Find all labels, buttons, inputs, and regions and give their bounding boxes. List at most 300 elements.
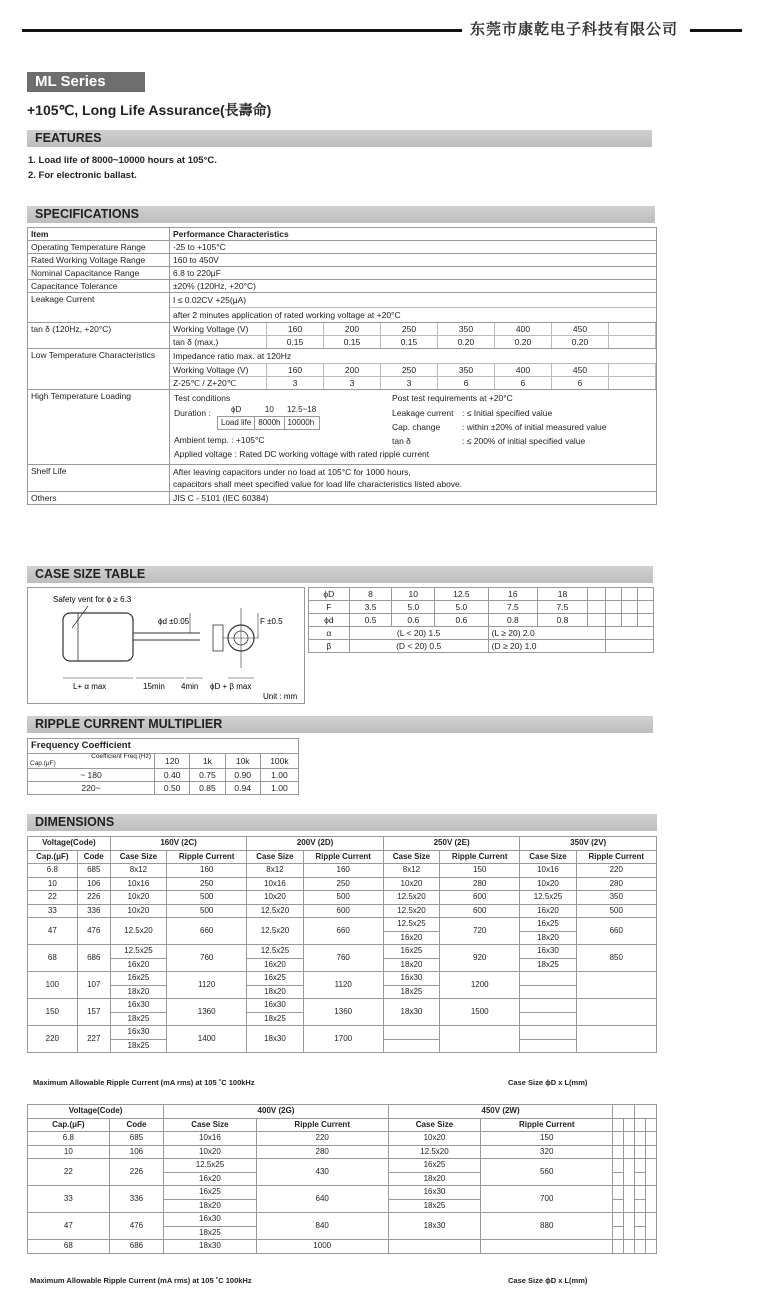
ripple-corner-top: Coefficient Freq.(Hz) <box>91 753 151 760</box>
hightemp-applied: Applied voltage : Rated DC working voltage with rated ripple current <box>174 449 430 459</box>
dims-case-size: 10x16 <box>520 864 576 878</box>
dims-cap: 6.8 <box>28 1132 110 1146</box>
dims-code: 106 <box>109 1145 164 1159</box>
dims-ripple-head: Ripple Current <box>303 850 383 864</box>
dims-ripple-current <box>576 999 656 1026</box>
dims-case-size <box>520 1012 576 1026</box>
table-row <box>28 1159 657 1173</box>
dims-case-size: 10x16 <box>164 1132 256 1146</box>
dims-case-size: 8x12 <box>383 864 439 878</box>
dims-code: 157 <box>77 999 110 1026</box>
dims-case-size <box>635 1240 646 1254</box>
ripple-value: 1.00 <box>260 769 298 782</box>
dims-case-size: 16x30 <box>110 1026 166 1040</box>
dims-ripple-current: 1200 <box>440 972 520 999</box>
lowtemp-voltage: 200 <box>324 364 381 377</box>
dims-ripple-current: 600 <box>303 904 383 918</box>
header-rule-right <box>690 29 742 32</box>
dims-case-size <box>635 1172 646 1186</box>
dims-case-size <box>613 1199 624 1213</box>
dims-ripple-current: 660 <box>167 918 247 945</box>
dims-ripple-current: 600 <box>440 904 520 918</box>
dims-case-size: 12.5x25 <box>110 945 166 959</box>
dims-code: 686 <box>109 1240 164 1254</box>
ripple-value: 0.94 <box>225 782 260 795</box>
dims-ripple-current: 500 <box>303 891 383 905</box>
spec-item: Rated Working Voltage Range <box>28 254 170 267</box>
case-cell: (L < 20) 1.5 <box>349 627 488 640</box>
table-row <box>28 904 657 918</box>
dims-ripple-current: 880 <box>481 1213 613 1240</box>
spec-value: ±20% (120Hz, +20°C) <box>170 280 657 293</box>
dims-cap: 33 <box>28 1186 110 1213</box>
dims-case-head: Case Size <box>247 850 303 864</box>
spec-item: Others <box>28 492 170 505</box>
tand-voltage: 450 <box>552 323 609 336</box>
case-cell: (D < 20) 0.5 <box>349 640 488 653</box>
dims-cap: 22 <box>28 1159 110 1186</box>
dims-ripple-current <box>646 1186 657 1213</box>
dims-case-size: 18x25 <box>520 958 576 972</box>
dims-case-size: 16x20 <box>383 931 439 945</box>
dims-ripple-current: 760 <box>303 945 383 972</box>
leakage-formula: I ≤ 0.02CV +25(μA) <box>170 293 656 308</box>
case-cell: 18 <box>538 588 588 601</box>
lowtemp-value: 6 <box>438 377 495 390</box>
case-cell: 0.6 <box>392 614 435 627</box>
case-cell: 0.8 <box>488 614 538 627</box>
dims-cap-head: Cap.(μF) <box>28 850 78 864</box>
dims-case-size: 10x20 <box>520 877 576 891</box>
dims-cap: 68 <box>28 945 78 972</box>
dims-case-size <box>520 972 576 986</box>
case-cell: 0.6 <box>435 614 488 627</box>
feature-item: 2. For electronic ballast. <box>28 170 137 181</box>
hightemp-ambient: Ambient temp. : +105°C <box>174 435 265 445</box>
post-value: : ≤ Initial specified value <box>462 408 553 418</box>
dims-code-head: Code <box>109 1118 164 1132</box>
dims-case-size: 16x20 <box>520 904 576 918</box>
post-value: : within ±20% of initial measured value <box>462 422 607 432</box>
label-length: L+ α max <box>73 682 107 691</box>
lowtemp-label-ratio: Z-25℃ / Z+20℃ <box>170 377 267 390</box>
lowtemp-voltage: 350 <box>438 364 495 377</box>
dims-code: 336 <box>77 904 110 918</box>
dims-ripple-current: 500 <box>167 891 247 905</box>
dims-case-size: 16x25 <box>520 918 576 932</box>
dims-note-right: Case Size ϕD x L(mm) <box>508 1078 588 1087</box>
dims-case-size: 18x25 <box>383 985 439 999</box>
features-heading: FEATURES <box>27 130 652 147</box>
dims-voltage: 450V (2W) <box>388 1105 613 1119</box>
dims-case-size: 12.5x20 <box>247 904 303 918</box>
dims-case-size: 12.5x25 <box>383 918 439 932</box>
dims-case-size: 16x25 <box>388 1159 480 1173</box>
dims-note-right: Case Size ϕD x L(mm) <box>508 1276 588 1285</box>
dims-ripple-current: 1500 <box>440 999 520 1026</box>
dims-case-size: 16x20 <box>110 958 166 972</box>
feature-item: 1. Load life of 8000~10000 hours at 105°C. <box>28 155 217 166</box>
dims-case-size: 12.5x20 <box>247 918 303 945</box>
lowtemp-value: 3 <box>267 377 324 390</box>
dims-case-size: 10x20 <box>164 1145 256 1159</box>
lowtemp-label-voltage: Working Voltage (V) <box>170 364 267 377</box>
dims-ripple-current <box>624 1132 635 1146</box>
dims-case-size: 10x20 <box>110 891 166 905</box>
dims-case-size: 18x20 <box>388 1172 480 1186</box>
table-row <box>28 1145 657 1159</box>
duration-cell: 10000h <box>284 417 319 430</box>
header-rule-left <box>22 29 462 32</box>
dims-code: 476 <box>109 1213 164 1240</box>
tand-voltage: 250 <box>381 323 438 336</box>
label-lead-dia: ϕd ±0.05 <box>158 617 190 626</box>
duration-table <box>217 404 320 430</box>
tand-value: 0.15 <box>381 336 438 349</box>
ripple-value: 0.90 <box>225 769 260 782</box>
dims-case-size <box>613 1213 624 1227</box>
label-vent: Safety vent for ϕ ≥ 6.3 <box>53 595 132 604</box>
dims-ripple-current: 150 <box>481 1132 613 1146</box>
dims-cap-head: Cap.(μF) <box>28 1118 110 1132</box>
dims-case-size: 18x20 <box>110 985 166 999</box>
tand-voltage: 350 <box>438 323 495 336</box>
spec-item: High Temperature Loading <box>28 390 170 465</box>
lowtemp-table <box>170 364 656 389</box>
spec-item: tan δ (120Hz, +20°C) <box>28 323 170 349</box>
dims-voltage: 160V (2C) <box>110 837 247 851</box>
lowtemp-value: 3 <box>324 377 381 390</box>
case-cell: 3.5 <box>349 601 392 614</box>
dims-case-size: 10x20 <box>247 891 303 905</box>
dims-case-size <box>613 1186 624 1200</box>
dims-case-size: 18x20 <box>247 985 303 999</box>
dims-case-size <box>520 1026 576 1040</box>
dims-cap: 100 <box>28 972 78 999</box>
dims-case-head: Case Size <box>110 850 166 864</box>
dims-code: 685 <box>77 864 110 878</box>
duration-head: 12.5~18 <box>284 404 319 417</box>
company-name: 东莞市康乾电子科技有限公司 <box>470 21 679 38</box>
dims-case-size: 10x16 <box>247 877 303 891</box>
tand-label-value: tan δ (max.) <box>170 336 267 349</box>
dims-case-size: 18x30 <box>164 1240 256 1254</box>
spec-value: 160 to 450V <box>170 254 657 267</box>
dims-case-size: 18x25 <box>110 1012 166 1026</box>
leakage-condition: after 2 minutes application of rated working voltage at +20°C <box>173 310 401 320</box>
spec-item: Shelf Life <box>28 465 170 492</box>
dims-case-size: 18x20 <box>520 931 576 945</box>
case-cell: 0.8 <box>538 614 588 627</box>
table-row <box>28 891 657 905</box>
dims-case-size: 12.5x20 <box>388 1145 480 1159</box>
dims-voltage: 200V (2D) <box>247 837 384 851</box>
table-row <box>28 877 657 891</box>
case-cell: 0.5 <box>349 614 392 627</box>
dims-case-size <box>388 1240 480 1254</box>
dims-case-size: 16x30 <box>247 999 303 1013</box>
label-unit: Unit : mm <box>263 692 298 701</box>
dims-case-size: 16x30 <box>110 999 166 1013</box>
dims-ripple-current: 1120 <box>167 972 247 999</box>
dims-case-size: 10x20 <box>388 1132 480 1146</box>
dims-ripple-head: Ripple Current <box>256 1118 388 1132</box>
dims-case-size: 16x25 <box>383 945 439 959</box>
case-cell: 8 <box>349 588 392 601</box>
dims-case-size <box>520 1039 576 1053</box>
tand-value: 0.15 <box>324 336 381 349</box>
dims-ripple-current <box>624 1240 635 1254</box>
dims-case-size <box>635 1199 646 1213</box>
ripple-freq: 100k <box>260 754 298 769</box>
tand-voltage: 400 <box>495 323 552 336</box>
dims-ripple-current: 1000 <box>256 1240 388 1254</box>
dims-code: 107 <box>77 972 110 999</box>
dims-case-size: 16x25 <box>110 972 166 986</box>
dims-ripple-current: 280 <box>576 877 656 891</box>
dims-voltage: 350V (2V) <box>520 837 657 851</box>
case-cell: 7.5 <box>538 601 588 614</box>
dims-code: 227 <box>77 1026 110 1053</box>
case-cell: F <box>309 601 350 614</box>
dims-ripple-current: 350 <box>576 891 656 905</box>
dims-case-size: 16x30 <box>520 945 576 959</box>
dims-ripple-current: 430 <box>256 1159 388 1186</box>
dims-cap: 47 <box>28 918 78 945</box>
case-cell: (L ≥ 20) 2.0 <box>488 627 606 640</box>
spec-item: Low Temperature Characteristics <box>28 349 170 390</box>
dimensions-table-1 <box>27 836 657 1053</box>
dims-case-size: 8x12 <box>247 864 303 878</box>
case-cell: ϕd <box>309 614 350 627</box>
dims-ripple-current: 160 <box>167 864 247 878</box>
dims-case-size: 16x20 <box>164 1172 256 1186</box>
case-cell: 12.5 <box>435 588 488 601</box>
dims-ripple-current: 600 <box>440 891 520 905</box>
table-row <box>28 918 657 932</box>
dims-case-size: 18x20 <box>164 1199 256 1213</box>
dims-case-size: 18x30 <box>383 999 439 1026</box>
dims-case-size: 12.5x25 <box>520 891 576 905</box>
dims-ripple-current <box>576 972 656 999</box>
dims-case-size: 16x20 <box>247 958 303 972</box>
spec-value: 6.8 to 220μF <box>170 267 657 280</box>
dims-case-size: 18x25 <box>110 1039 166 1053</box>
case-cell: 16 <box>488 588 538 601</box>
dims-case-size <box>635 1213 646 1227</box>
tand-value: 0.20 <box>552 336 609 349</box>
label-4min: 4min <box>181 682 199 691</box>
dims-case-size <box>520 985 576 999</box>
spec-head-perf: Performance Characteristics <box>170 228 657 241</box>
lowtemp-voltage: 160 <box>267 364 324 377</box>
tand-table <box>170 323 656 348</box>
lowtemp-caption: Impedance ratio max. at 120Hz <box>170 349 656 364</box>
dims-cap: 47 <box>28 1213 110 1240</box>
dims-case-size: 12.5x25 <box>164 1159 256 1173</box>
specifications-table <box>27 227 657 505</box>
tand-value: 0.20 <box>495 336 552 349</box>
spec-head-item: Item <box>28 228 170 241</box>
lowtemp-voltage: 250 <box>381 364 438 377</box>
dims-case-size <box>383 1026 439 1040</box>
dims-cap: 33 <box>28 904 78 918</box>
dims-ripple-current <box>481 1240 613 1254</box>
series-badge: ML Series <box>27 72 145 92</box>
post-label: Leakage current <box>392 408 454 418</box>
dims-case-size <box>613 1132 624 1146</box>
dims-ripple-current: 660 <box>303 918 383 945</box>
dims-ripple-current: 320 <box>481 1145 613 1159</box>
hightemp-duration: Duration : <box>174 408 211 418</box>
dims-ripple-current: 500 <box>167 904 247 918</box>
dims-ripple-current: 1360 <box>303 999 383 1026</box>
case-cell: α <box>309 627 350 640</box>
dims-ripple-current <box>646 1213 657 1240</box>
dims-ripple-current: 280 <box>440 877 520 891</box>
tand-voltage: 160 <box>267 323 324 336</box>
dims-table-2-body <box>28 1132 657 1254</box>
dims-case-size: 16x30 <box>383 972 439 986</box>
ripple-freq: 10k <box>225 754 260 769</box>
ripple-heading: RIPPLE CURRENT MULTIPLIER <box>27 716 653 733</box>
table-row <box>28 1213 657 1227</box>
dims-case-size: 16x25 <box>247 972 303 986</box>
case-cell: 7.5 <box>488 601 538 614</box>
spec-value: JIS C - 5101 (IEC 60384) <box>170 492 657 505</box>
dims-ripple-current: 250 <box>303 877 383 891</box>
dims-case-size: 16x30 <box>388 1186 480 1200</box>
dims-ripple-current: 220 <box>256 1132 388 1146</box>
ripple-table <box>27 738 299 795</box>
specifications-heading: SPECIFICATIONS <box>27 206 655 223</box>
shelf-line: capacitors shall meet specified value for load life characteristics listed above. <box>173 479 463 489</box>
hightemp-post: Post test requirements at +20°C <box>392 393 513 403</box>
dims-code: 336 <box>109 1186 164 1213</box>
series-subtitle: +105℃, Long Life Assurance(長壽命) <box>27 102 272 118</box>
dims-case-size <box>635 1186 646 1200</box>
dims-ripple-current <box>624 1186 635 1213</box>
lowtemp-voltage: 400 <box>495 364 552 377</box>
case-cell: ϕD <box>309 588 350 601</box>
spec-item: Capacitance Tolerance <box>28 280 170 293</box>
dims-table-1-body <box>28 864 657 1053</box>
case-size-table <box>308 587 654 653</box>
dims-cap: 68 <box>28 1240 110 1254</box>
dims-case-size: 12.5x25 <box>247 945 303 959</box>
dims-ripple-current: 920 <box>440 945 520 972</box>
ripple-value: 0.50 <box>155 782 190 795</box>
dims-note-left: Maximum Allowable Ripple Current (mA rms) at 105 ˚C 100kHz <box>33 1078 255 1087</box>
dims-case-size: 10x20 <box>383 877 439 891</box>
table-row <box>28 972 657 986</box>
dims-case-size: 18x30 <box>388 1213 480 1240</box>
dims-ripple-current: 1700 <box>303 1026 383 1053</box>
dims-ripple-current <box>646 1159 657 1186</box>
dimensions-heading: DIMENSIONS <box>27 814 657 831</box>
spec-value: -25 to +105°C <box>170 241 657 254</box>
shelf-line: After leaving capacitors under no load at 105°C for 1000 hours, <box>173 467 411 477</box>
ripple-value: 1.00 <box>260 782 298 795</box>
dims-cap: 150 <box>28 999 78 1026</box>
tand-voltage: 200 <box>324 323 381 336</box>
lowtemp-value: 6 <box>552 377 609 390</box>
dims-case-size: 12.5x20 <box>110 918 166 945</box>
ripple-value: 0.75 <box>190 769 225 782</box>
lowtemp-value: 3 <box>381 377 438 390</box>
tand-value: 0.20 <box>438 336 495 349</box>
dims-ripple-current: 160 <box>303 864 383 878</box>
dims-case-size <box>635 1132 646 1146</box>
post-label: tan δ <box>392 436 411 446</box>
dims-ripple-current: 760 <box>167 945 247 972</box>
table-row <box>28 1240 657 1254</box>
label-15min: 15min <box>143 682 165 691</box>
dims-cap: 10 <box>28 877 78 891</box>
dims-case-size <box>635 1226 646 1240</box>
dims-ripple-head: Ripple Current <box>481 1118 613 1132</box>
dims-case-size: 18x20 <box>383 958 439 972</box>
dims-code: 686 <box>77 945 110 972</box>
dims-code: 226 <box>77 891 110 905</box>
case-cell: 10 <box>392 588 435 601</box>
dims-code: 106 <box>77 877 110 891</box>
table-row <box>28 1026 657 1040</box>
ripple-value: 0.85 <box>190 782 225 795</box>
ripple-cap: ~ 180 <box>28 769 155 782</box>
ripple-freq: 120 <box>155 754 190 769</box>
dims-ripple-current: 720 <box>440 918 520 945</box>
dims-case-size <box>613 1240 624 1254</box>
dims-code: 685 <box>109 1132 164 1146</box>
dims-case-size: 8x12 <box>110 864 166 878</box>
duration-head: 10 <box>255 404 284 417</box>
tand-label-voltage: Working Voltage (V) <box>170 323 267 336</box>
duration-cell: 8000h <box>255 417 284 430</box>
dims-ripple-current: 150 <box>440 864 520 878</box>
post-value: : ≤ 200% of initial specified value <box>462 436 586 446</box>
table-row <box>28 945 657 959</box>
dims-ripple-current <box>440 1026 520 1053</box>
label-pitch: F ±0.5 <box>260 617 283 626</box>
dims-voltage-code: Voltage(Code) <box>28 1105 164 1119</box>
case-cell: 5.0 <box>392 601 435 614</box>
table-row <box>28 1186 657 1200</box>
dims-code: 226 <box>109 1159 164 1186</box>
dimensions-table-2 <box>27 1104 657 1254</box>
dims-ripple-head: Ripple Current <box>167 850 247 864</box>
dims-cap: 10 <box>28 1145 110 1159</box>
dims-case-size <box>613 1145 624 1159</box>
dims-case-head: Case Size <box>520 850 576 864</box>
hightemp-test-conditions: Test conditions <box>174 393 231 403</box>
dims-case-size <box>383 1039 439 1053</box>
dims-ripple-current: 1400 <box>167 1026 247 1053</box>
dims-case-size: 18x25 <box>388 1199 480 1213</box>
dims-case-size: 16x30 <box>164 1213 256 1227</box>
lowtemp-value: 6 <box>495 377 552 390</box>
post-label: Cap. change <box>392 422 441 432</box>
dims-ripple-current: 660 <box>576 918 656 945</box>
dims-ripple-current: 500 <box>576 904 656 918</box>
dims-ripple-current <box>624 1213 635 1240</box>
case-cell: (D ≥ 20) 1.0 <box>488 640 606 653</box>
dims-ripple-current: 280 <box>256 1145 388 1159</box>
tand-value: 0.15 <box>267 336 324 349</box>
dims-ripple-current: 560 <box>481 1159 613 1186</box>
duration-cell: Load life <box>218 417 255 430</box>
dims-cap: 220 <box>28 1026 78 1053</box>
